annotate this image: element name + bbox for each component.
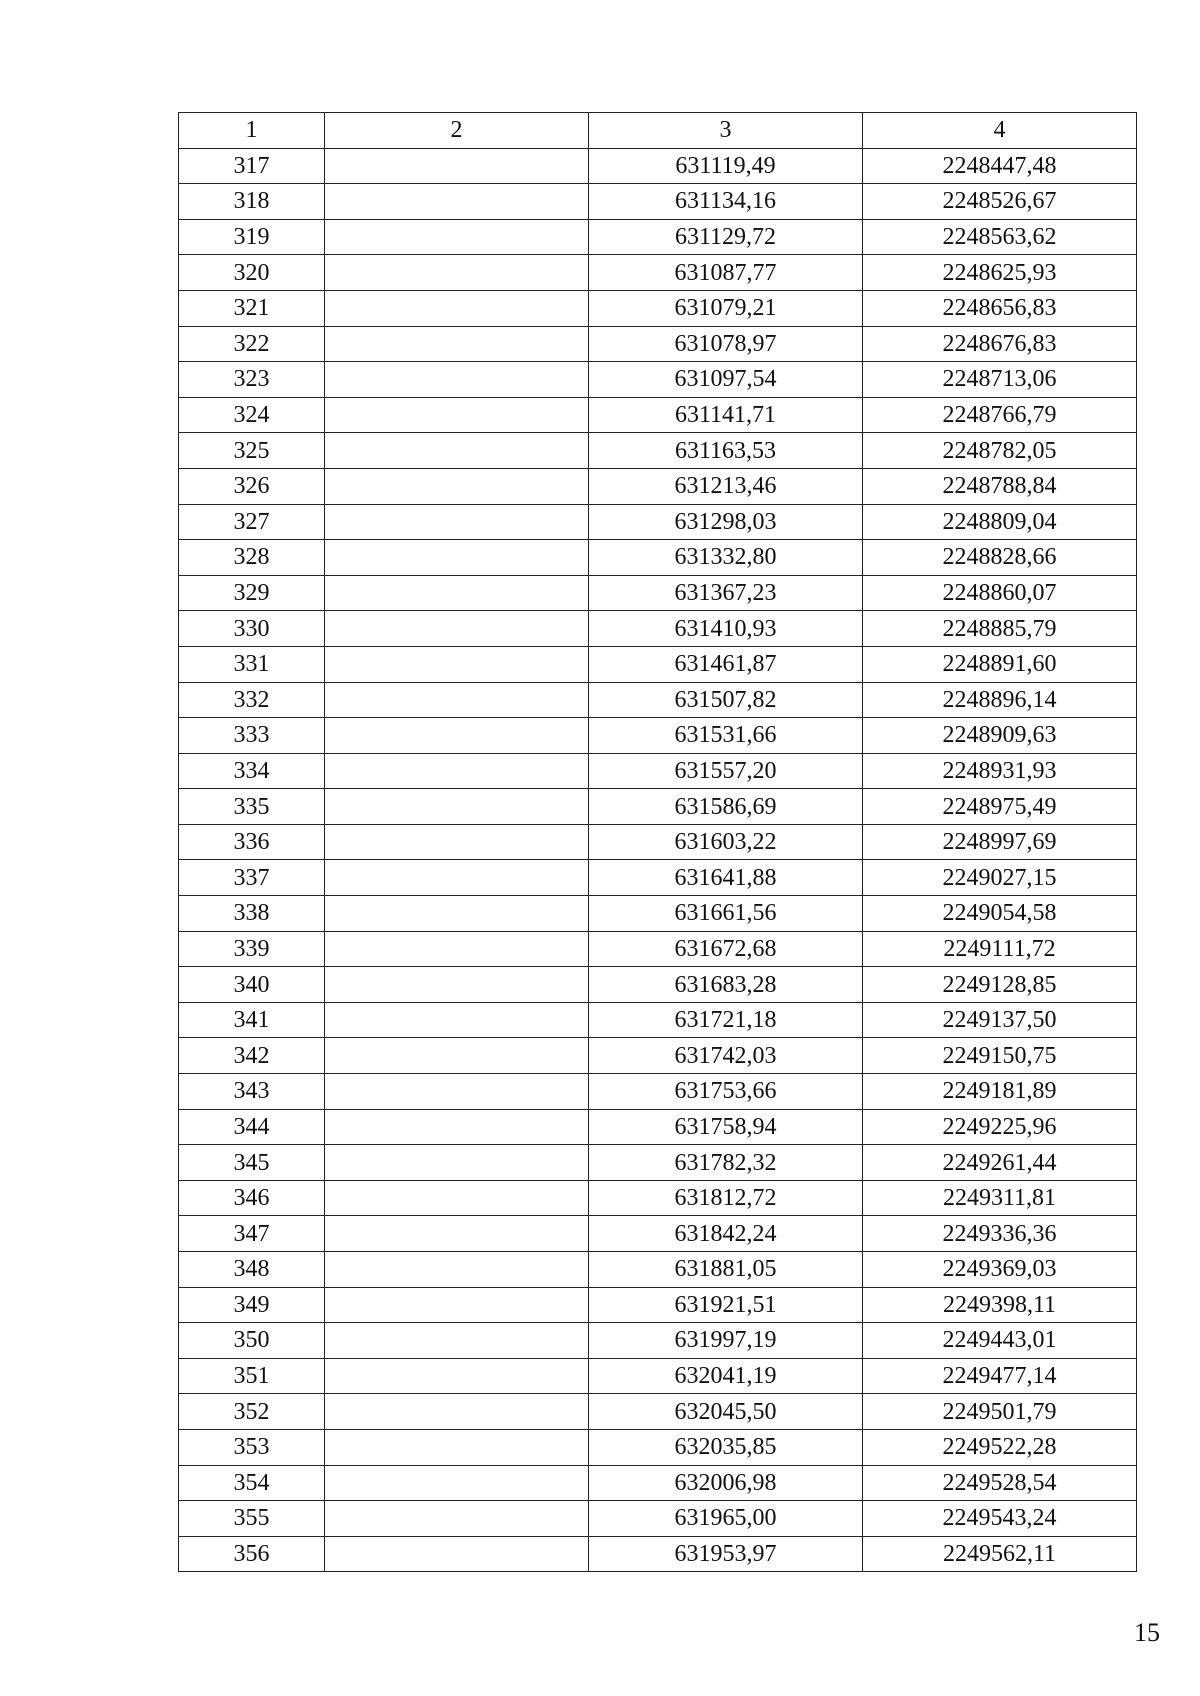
point-number-cell: 353: [179, 1429, 325, 1465]
x-coordinate-cell: 631753,66: [589, 1074, 863, 1110]
point-number-cell: 333: [179, 718, 325, 754]
table-row: [179, 1323, 1137, 1359]
description-cell: [325, 824, 589, 860]
table-row: [179, 290, 1137, 326]
description-cell: [325, 290, 589, 326]
table-row: [179, 219, 1137, 255]
x-coordinate-cell: 631213,46: [589, 468, 863, 504]
description-cell: [325, 1216, 589, 1252]
point-number-cell: 322: [179, 326, 325, 362]
x-coordinate-cell: 632006,98: [589, 1465, 863, 1501]
point-number-cell: 338: [179, 896, 325, 932]
x-coordinate-cell: 631163,53: [589, 433, 863, 469]
table-row: [179, 468, 1137, 504]
description-cell: [325, 148, 589, 184]
point-number-cell: 341: [179, 1002, 325, 1038]
description-cell: [325, 575, 589, 611]
point-number-cell: 318: [179, 184, 325, 220]
point-number-cell: 327: [179, 504, 325, 540]
description-cell: [325, 1323, 589, 1359]
description-cell: [325, 540, 589, 576]
x-coordinate-cell: 631683,28: [589, 967, 863, 1003]
column-header-4: 4: [863, 113, 1137, 149]
y-coordinate-cell: 2249562,11: [863, 1536, 1137, 1572]
description-cell: [325, 753, 589, 789]
point-number-cell: 349: [179, 1287, 325, 1323]
x-coordinate-cell: 631134,16: [589, 184, 863, 220]
x-coordinate-cell: 631661,56: [589, 896, 863, 932]
table-row: [179, 504, 1137, 540]
x-coordinate-cell: 631603,22: [589, 824, 863, 860]
table-row: [179, 611, 1137, 647]
y-coordinate-cell: 2248997,69: [863, 824, 1137, 860]
description-cell: [325, 896, 589, 932]
x-coordinate-cell: 631410,93: [589, 611, 863, 647]
y-coordinate-cell: 2249137,50: [863, 1002, 1137, 1038]
point-number-cell: 337: [179, 860, 325, 896]
table-row: [179, 1180, 1137, 1216]
y-coordinate-cell: 2248788,84: [863, 468, 1137, 504]
x-coordinate-cell: 631078,97: [589, 326, 863, 362]
y-coordinate-cell: 2249181,89: [863, 1074, 1137, 1110]
x-coordinate-cell: 631298,03: [589, 504, 863, 540]
point-number-cell: 346: [179, 1180, 325, 1216]
description-cell: [325, 931, 589, 967]
point-number-cell: 321: [179, 290, 325, 326]
point-number-cell: 334: [179, 753, 325, 789]
y-coordinate-cell: 2248782,05: [863, 433, 1137, 469]
description-cell: [325, 468, 589, 504]
table-row: [179, 184, 1137, 220]
description-cell: [325, 184, 589, 220]
point-number-cell: 325: [179, 433, 325, 469]
table-row: [179, 896, 1137, 932]
table-row: [179, 433, 1137, 469]
description-cell: [325, 326, 589, 362]
table-row: [179, 540, 1137, 576]
y-coordinate-cell: 2249336,36: [863, 1216, 1137, 1252]
y-coordinate-cell: 2248885,79: [863, 611, 1137, 647]
description-cell: [325, 1287, 589, 1323]
y-coordinate-cell: 2248828,66: [863, 540, 1137, 576]
y-coordinate-cell: 2248809,04: [863, 504, 1137, 540]
x-coordinate-cell: 631758,94: [589, 1109, 863, 1145]
x-coordinate-cell: 631507,82: [589, 682, 863, 718]
x-coordinate-cell: 631812,72: [589, 1180, 863, 1216]
x-coordinate-cell: 631997,19: [589, 1323, 863, 1359]
point-number-cell: 354: [179, 1465, 325, 1501]
x-coordinate-cell: 631119,49: [589, 148, 863, 184]
description-cell: [325, 860, 589, 896]
y-coordinate-cell: 2248656,83: [863, 290, 1137, 326]
x-coordinate-cell: 631332,80: [589, 540, 863, 576]
table-header: [179, 113, 1137, 149]
description-cell: [325, 1145, 589, 1181]
table-row: [179, 682, 1137, 718]
description-cell: [325, 1358, 589, 1394]
column-header-1: 1: [179, 113, 325, 149]
table-row: [179, 1145, 1137, 1181]
x-coordinate-cell: 631721,18: [589, 1002, 863, 1038]
table-row: [179, 148, 1137, 184]
description-cell: [325, 611, 589, 647]
description-cell: [325, 1429, 589, 1465]
y-coordinate-cell: 2249369,03: [863, 1252, 1137, 1288]
x-coordinate-cell: 631641,88: [589, 860, 863, 896]
table-row: [179, 753, 1137, 789]
description-cell: [325, 433, 589, 469]
x-coordinate-cell: 631921,51: [589, 1287, 863, 1323]
y-coordinate-cell: 2248975,49: [863, 789, 1137, 825]
point-number-cell: 355: [179, 1501, 325, 1537]
description-cell: [325, 362, 589, 398]
point-number-cell: 351: [179, 1358, 325, 1394]
point-number-cell: 336: [179, 824, 325, 860]
table-row: [179, 1002, 1137, 1038]
point-number-cell: 335: [179, 789, 325, 825]
y-coordinate-cell: 2249522,28: [863, 1429, 1137, 1465]
point-number-cell: 332: [179, 682, 325, 718]
y-coordinate-cell: 2249150,75: [863, 1038, 1137, 1074]
point-number-cell: 319: [179, 219, 325, 255]
description-cell: [325, 646, 589, 682]
table-row: [179, 1287, 1137, 1323]
description-cell: [325, 718, 589, 754]
y-coordinate-cell: 2249261,44: [863, 1145, 1137, 1181]
x-coordinate-cell: 631141,71: [589, 397, 863, 433]
y-coordinate-cell: 2249128,85: [863, 967, 1137, 1003]
y-coordinate-cell: 2248860,07: [863, 575, 1137, 611]
table-row: [179, 646, 1137, 682]
point-number-cell: 342: [179, 1038, 325, 1074]
point-number-cell: 317: [179, 148, 325, 184]
point-number-cell: 323: [179, 362, 325, 398]
description-cell: [325, 1536, 589, 1572]
table-row: [179, 255, 1137, 291]
y-coordinate-cell: 2248931,93: [863, 753, 1137, 789]
description-cell: [325, 1109, 589, 1145]
y-coordinate-cell: 2248676,83: [863, 326, 1137, 362]
table-row: [179, 789, 1137, 825]
description-cell: [325, 397, 589, 433]
y-coordinate-cell: 2249528,54: [863, 1465, 1137, 1501]
x-coordinate-cell: 632041,19: [589, 1358, 863, 1394]
column-header-2: 2: [325, 113, 589, 149]
description-cell: [325, 504, 589, 540]
description-cell: [325, 1501, 589, 1537]
y-coordinate-cell: 2248766,79: [863, 397, 1137, 433]
point-number-cell: 330: [179, 611, 325, 647]
y-coordinate-cell: 2248713,06: [863, 362, 1137, 398]
x-coordinate-cell: 631531,66: [589, 718, 863, 754]
table-body: [179, 148, 1137, 1572]
table-row: [179, 1358, 1137, 1394]
point-number-cell: 356: [179, 1536, 325, 1572]
y-coordinate-cell: 2249054,58: [863, 896, 1137, 932]
point-number-cell: 348: [179, 1252, 325, 1288]
table-row: [179, 1109, 1137, 1145]
x-coordinate-cell: 631129,72: [589, 219, 863, 255]
description-cell: [325, 1002, 589, 1038]
table-row: [179, 1465, 1137, 1501]
x-coordinate-cell: 631367,23: [589, 575, 863, 611]
description-cell: [325, 219, 589, 255]
y-coordinate-cell: 2249311,81: [863, 1180, 1137, 1216]
description-cell: [325, 255, 589, 291]
description-cell: [325, 789, 589, 825]
x-coordinate-cell: 631586,69: [589, 789, 863, 825]
point-number-cell: 326: [179, 468, 325, 504]
description-cell: [325, 1074, 589, 1110]
x-coordinate-cell: 631097,54: [589, 362, 863, 398]
description-cell: [325, 1252, 589, 1288]
table-row: [179, 1038, 1137, 1074]
point-number-cell: 340: [179, 967, 325, 1003]
description-cell: [325, 1465, 589, 1501]
table-row: [179, 1536, 1137, 1572]
point-number-cell: 320: [179, 255, 325, 291]
description-cell: [325, 1038, 589, 1074]
y-coordinate-cell: 2248447,48: [863, 148, 1137, 184]
x-coordinate-cell: 632035,85: [589, 1429, 863, 1465]
description-cell: [325, 1180, 589, 1216]
point-number-cell: 343: [179, 1074, 325, 1110]
table-row: [179, 1429, 1137, 1465]
x-coordinate-cell: 631557,20: [589, 753, 863, 789]
point-number-cell: 339: [179, 931, 325, 967]
x-coordinate-cell: 631087,77: [589, 255, 863, 291]
table-row: [179, 1252, 1137, 1288]
x-coordinate-cell: 631461,87: [589, 646, 863, 682]
table-row: [179, 1394, 1137, 1430]
point-number-cell: 328: [179, 540, 325, 576]
coordinates-table: [178, 112, 1137, 1572]
y-coordinate-cell: 2248526,67: [863, 184, 1137, 220]
point-number-cell: 352: [179, 1394, 325, 1430]
point-number-cell: 344: [179, 1109, 325, 1145]
x-coordinate-cell: 631842,24: [589, 1216, 863, 1252]
table-row: [179, 824, 1137, 860]
table-row: [179, 397, 1137, 433]
y-coordinate-cell: 2248896,14: [863, 682, 1137, 718]
description-cell: [325, 682, 589, 718]
y-coordinate-cell: 2249027,15: [863, 860, 1137, 896]
description-cell: [325, 1394, 589, 1430]
y-coordinate-cell: 2248563,62: [863, 219, 1137, 255]
y-coordinate-cell: 2249477,14: [863, 1358, 1137, 1394]
table-row: [179, 326, 1137, 362]
point-number-cell: 329: [179, 575, 325, 611]
description-cell: [325, 967, 589, 1003]
table-row: [179, 1216, 1137, 1252]
point-number-cell: 347: [179, 1216, 325, 1252]
x-coordinate-cell: 631672,68: [589, 931, 863, 967]
table-row: [179, 718, 1137, 754]
table-row: [179, 362, 1137, 398]
table-row: [179, 1501, 1137, 1537]
column-header-3: 3: [589, 113, 863, 149]
y-coordinate-cell: 2248891,60: [863, 646, 1137, 682]
y-coordinate-cell: 2248909,63: [863, 718, 1137, 754]
point-number-cell: 350: [179, 1323, 325, 1359]
table-row: [179, 860, 1137, 896]
x-coordinate-cell: 632045,50: [589, 1394, 863, 1430]
y-coordinate-cell: 2249501,79: [863, 1394, 1137, 1430]
page-number: 15: [1134, 1618, 1160, 1647]
x-coordinate-cell: 631965,00: [589, 1501, 863, 1537]
table-row: [179, 575, 1137, 611]
y-coordinate-cell: 2249111,72: [863, 931, 1137, 967]
table-row: [179, 1074, 1137, 1110]
y-coordinate-cell: 2249443,01: [863, 1323, 1137, 1359]
point-number-cell: 331: [179, 646, 325, 682]
y-coordinate-cell: 2248625,93: [863, 255, 1137, 291]
x-coordinate-cell: 631079,21: [589, 290, 863, 326]
table-row: [179, 931, 1137, 967]
point-number-cell: 324: [179, 397, 325, 433]
header-row: [179, 113, 1137, 149]
x-coordinate-cell: 631782,32: [589, 1145, 863, 1181]
y-coordinate-cell: 2249543,24: [863, 1501, 1137, 1537]
y-coordinate-cell: 2249225,96: [863, 1109, 1137, 1145]
y-coordinate-cell: 2249398,11: [863, 1287, 1137, 1323]
table-row: [179, 967, 1137, 1003]
x-coordinate-cell: 631881,05: [589, 1252, 863, 1288]
x-coordinate-cell: 631953,97: [589, 1536, 863, 1572]
point-number-cell: 345: [179, 1145, 325, 1181]
x-coordinate-cell: 631742,03: [589, 1038, 863, 1074]
